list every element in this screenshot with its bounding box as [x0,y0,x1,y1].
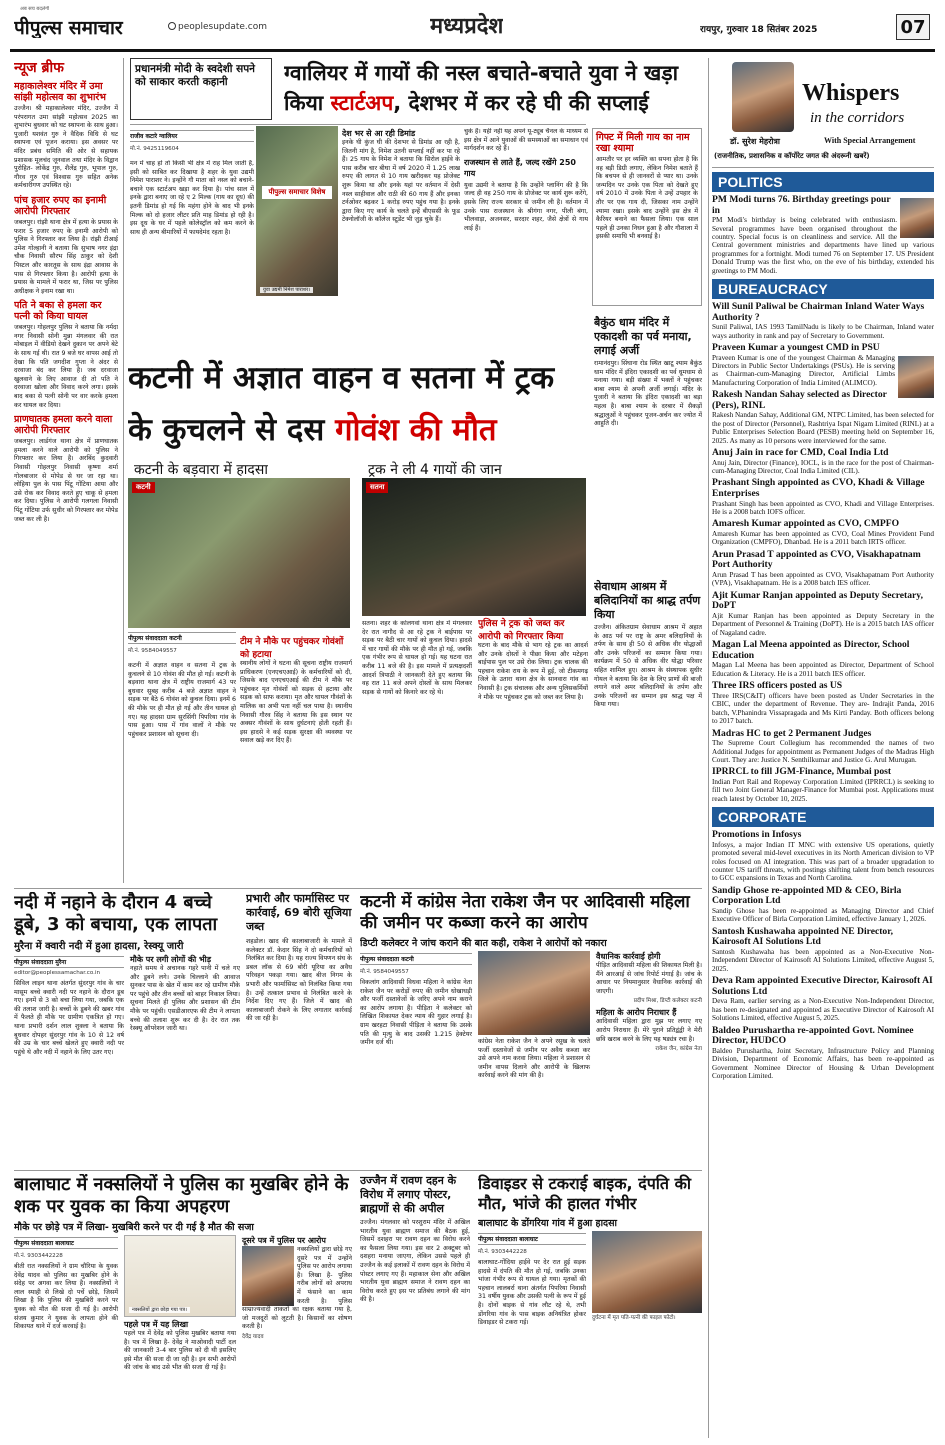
whisper-item[interactable] [712,886,934,924]
whisper-headline: Three IRS officers posted as US [712,680,843,692]
subhead: दूसरे पत्र में पुलिस पर आरोप [242,1236,326,1245]
whisper-body: Arun Prasad T has been appointed as CVO, Visakhapatnam Port Authority (VPA), Visakhapatnam. He is a 2008 batch IES officer. [712,571,934,588]
whisper-headline: Amaresh Kumar appointed as CVO, CMPFO [712,518,900,530]
body-text: नहाते समय वे अचानक गहरे पानी में चले गए और डूबने लगे। उनके चिल्लाने की आवाज सुनकर पास के खेत में काम कर रहे ग्रामीण मौके पर पहुंचे और तीन बच्चों को बाहर निकाल लिया। सूचना मिलते ही पुलिस और प्रशासन की टीम मौके पर पहुंची। एसडीआरएफ की टीम ने लापता बच्चे की तलाश शुरू कर दी है। देर रात तक रेस्क्यू ऑपरेशन जारी था। [130,965,240,1033]
whisper-body: Amaresh Kumar has been appointed as CVO, Coal Mines Provident Fund Organization (CMPFO), Dhanbad. He is a 2011 batch IRTS officer. [712,530,934,547]
whisper-item[interactable] [712,195,934,275]
byline: पीपुल्स संवाददाता कटनी [360,953,472,965]
naxal-story[interactable] [14,1174,352,1436]
story-subhead: मुरैना में क्वारी नदी में हुआ हादसा, रेस्क्यू जारी [14,941,184,952]
whisper-body: PM Modi's birthday is being celebrated with enthusiasm. Several programmes have been organised throughout the country. Special focus is on cleanliness and service. All the Central government ministries and departments have lined up various programmes for a fortnight. Modi turned 76 on September 17. US President Donald Trump was the first who, on the eve of his birthday, extended his greetings to PM Modi. [712,216,934,275]
whisper-item[interactable] [712,519,934,546]
story-headline: कटनी में कांग्रेस नेता राकेश जैन पर आदिवासी महिला की जमीन पर कब्जा करने का आरोप [360,892,690,933]
pharmacist-story[interactable] [246,892,352,1168]
author-photo [732,62,794,132]
section-title: मध्यप्रदेश [430,14,504,39]
brief-body: जबलपुर। रांझी थाना क्षेत्र में हत्या के प्रयास के फरार 5 हजार रुपए के इनामी आरोपी को पुलिस ने गिरफ्तार कर लिया है। रांझी टीआई उमेश गोल्हानी ने बताया कि सुभाष नगर इंद्रा चौक निवासी सौरभ सिंह ठाकुर को देशी पिस्टल और कारतूस के साथ इंद्रा आवास के पास से गिरफ्तार किया है। आरोपी हत्या के प्रयास के मामले में फरार था, जिस पर पुलिस अधीक्षक ने इनाम रखा था। [14,218,118,295]
brief-title: प्राणघातक हमला करने वाला आरोपी गिरफ्तार [14,414,113,437]
whispers-subtitle: in the corridors [810,110,905,126]
category-bar: CORPORATE [712,807,934,827]
category-bar: POLITICS [712,172,934,192]
whisper-item[interactable] [712,681,934,725]
katni-left-sub: कटनी के बड़वारा में हादसा [134,462,268,478]
headline-red: स्टार्टअप [330,91,394,115]
body-text: स्थानीय लोगों ने घटना की सूचना राष्ट्रीय राजमार्ग प्राधिकरण (एनएचएआई) के कर्मचारियों को दी, जिसके बाद एनएचएआई की टीम ने मौके पर पहुंचकर मृत गोवंशों को सड़क से हटाया और सड़क को साफ कराया। मृत और घायल गौवंशों के मालिक का अभी पता नहीं चल पाया है। स्थानीय निवासी गौरव सिंह ने बताया कि इस स्थान पर अक्सर गौवंशों के साथ दुर्घटनाएं होती रहती हैं। इस हादसे ने कई सड़क सुरक्षा की व्यवस्था पर सवाल खड़े कर दिए हैं। [240,660,352,745]
byline: पीपुल्स संवाददाता कटनी [128,632,236,644]
naxal-letter-photo [124,1235,236,1317]
mobile-number: मो.नं. 9425119604 [130,146,179,152]
katni-headline[interactable] [128,352,584,472]
quote-author: प्रदीप मिश्रा, डिप्टी कलेक्टर कटनी [633,998,702,1005]
whisper-item[interactable] [712,927,934,973]
whispers-title: Whispers [802,80,900,106]
gwalior-kicker [130,58,272,120]
whisper-body: Three IRS(C&IT) officers have been posted as Under Secretaries in the CBIC, under the department of Revenue. They are- Indrajit Panda, 2016 batch, V.Phanindra Vissapragada and Ms Kirti Panday. Both officers belong to 2017 batch. [712,691,934,726]
rakesh-story[interactable] [360,892,702,1168]
whisper-body: Baldeo Purushartha, Joint Secretary, Infrastructure Policy and Planning Division, Department of Economic Affairs, has been re-appointed as Government Nominee Director of Housing & Urban Development Corporation Limited. [712,1046,934,1080]
brief-item[interactable] [14,81,118,191]
arrangement-note: With Special Arrangement [824,136,916,145]
story-body: रामानंदपुर। सिंघाना रोड स्थित खाटू श्याम बैकुंठ धाम मंदिर में इंदिरा एकादशी का पर्व धूमधाम से मनाया गया। बड़ी संख्या में भक्तों ने पहुंचकर बाबा श्याम से अपनी अर्जी लगाई। मंदिर के पुजारी ने बताया कि इंदिरा एकादशी का बड़ा महत्व है। बाबा श्याम के दरबार में सैकड़ों श्रद्धालुओं ने पहुंचकर पूजन-अर्चन कर ज्योत में आहुति दी। [594,360,702,428]
whisper-headline: Praveen Kumar a youngest CMD in PSU [712,342,880,354]
brief-title: पति ने बका से हमला कर पत्नी को किया घायल [14,300,102,323]
satna-arrest [478,616,588,852]
body-text: सिविल लाइन थाना अंतर्गत सुंदरपुर गांव के चार मासूम बच्चे क्वारी नदी पर नहाने के दौरान डूब गए। इनमें से 3 को बचा लिया गया, जबकि एक की तलाश जारी है। बच्चों के डूबने की खबर गांव में फैलते ही मौके पर ग्रामीण एकत्रित हो गए। थाना प्रभारी दर्शन लाल शुक्ला ने बताया कि बुधवार दोपहर सुंदरपुर गांव के 10 से 12 वर्ष की उम्र के चार बच्चे खेलते हुए क्वारी नदी पर पहुंचे थे और नदी में नहाने के लिए उतर गए। [14,980,124,1056]
headline-red: गोवंश की मौत [335,412,497,448]
brief-body: जबलपुर। गोहलपुर पुलिस ने बताया कि नर्मदा नगर निवासी सोनी मुन्ना मंगलवार की रात मोबाइल में वीडियो देखने दुकान पर अपने बेटे के साथ गई थी। रात 9 बजे घर वापस आई तो देखा कि पति जगदीश गुप्ता ने अंदर से दरवाजा बंद कर लिया है। जब दरवाजा खुलवाने के लिए आवाज दी तो पति ने दरवाजा खोला और विवाद करने लगा। इसके बाद बका से पत्नी सोनी पर वार करके हमला कर घायल कर दिया। [14,324,118,409]
body-text: बालाघाट-गोंदिया हाईवे पर देर रात हुई सड़क हादसे में दंपति की मौत हो गई, जबकि उनका भांजा गंभीर रूप से घायल हो गया। मृतकों की पहचान लालबर्रा थाना अंतर्गत पिपरिया निवासी 31 वर्षीय युवक और उसकी पत्नी के रूप में हुई है। दोनों बाइक से गांव लौट रहे थे, तभी डोंगरिया गांव के पास बाइक अनियंत्रित होकर डिवाइडर से टकरा गई। [478,1259,586,1327]
whisper-headline: Rakesh Nandan Sahay selected as Director (Pers), RINL [712,389,887,411]
body-text: विकलांग आदिवासी विधवा महिला ने कांग्रेस नेता राकेश जैन पर करोड़ों रुपए की जमीन धोखाधड़ी और फर्जी दस्तावेजों के जरिए अपने नाम कराने का आरोप लगाया है। पीड़िता ने कलेक्टर को लिखित शिकायत देकर न्याय की गुहार लगाई है। ग्राम खरहटा निवासी पीड़िता ने बताया कि उसके पति की मृत्यु के बाद उसकी 1.215 हेक्टेयर जमीन दर्ज थी। [360,979,472,1047]
body-text: पहले पत्र में देवेंद्र को पुलिस मुखबिर बताया गया है। पत्र में लिखा है- देवेंद्र ने माओवादी पार्टी दल की जानकारी 3-4 बार पुलिस को दी थी इसलिए इसे मौत की सजा दी जा रही है। इन सभी आरोपों की जांच के बाद उसे भीत की सजा दी गई है। [124,1330,236,1372]
body-text: कटनी में अज्ञात वाहन व सतना में ट्रक के कुचलने से 10 गोवंश की मौत हो गई। कटनी के बड़वारा थाना क्षेत्र में राष्ट्रीय राजमार्ग 43 पर बुधवार सुबह करीब 4 बजे अज्ञात वाहन ने सड़क पर बैठे 6 गोवंश को कुचल दिया। इनमें 6 की मौके पर ही मौत हो गई और तीन घायल हो गए। यह हादसा ग्राम सुरसिंगी पिपरिया गांव के पास हुआ। पास में गांव वालों ने मौके पर पहुंचकर प्रशासन को सूचना दी। [128,662,236,738]
whisper-headline: Sandip Ghose re-appointed MD & CEO, Birla Corporation Ltd [712,884,902,907]
body-text: शहडोल। खाद की कालाबाजारी के मामले में कलेक्टर डॉ. केदार सिंह ने दो कर्मचारियों को निलंबित कर दिया है। यह राज्य विपणन संघ के डबल लॉक से 69 बोरी यूरिया का अवैध परिवहन पकड़ा गया। खाद बीज निगम के प्रभारी और फार्मासिस्ट को निलंबित किया गया है। उन्हें तत्काल प्रभाव से निलंबित करने के निर्देश दिए गए हैं। जिले में खाद की कालाबाजारी रोकने के लिए लगातार कार्रवाई की जा रही है। [246,938,352,1023]
whisper-body: Ajit Kumar Ranjan has been appointed as Deputy Secretary in the Department of Personnel & Training (DoPT). He is a 2015 batch IAS officer of Nagaland cadre. [712,612,934,637]
bureaucracy-section [712,279,934,803]
whisper-headline: Prashant Singh appointed as CVO, Khadi & Village Enterprises [712,477,925,500]
whisper-item[interactable] [712,976,934,1022]
whisper-body: The Supreme Court Collegium has recommended the names of two Additional Judges for appointment as Permanent Judges of the Madras High Court. They are: Justice N. Senthilkumar and Justice G. Arul Murugan. [712,739,934,764]
corporate-section [712,807,934,1080]
whisper-headline: Will Sunil Paliwal be Chairman Inland Water Ways Authority ? [712,301,925,323]
mobile-number: मो.नं. 9303442228 [14,1253,63,1259]
story-subhead: मौके पर छोड़े पत्र में लिखा- मुखबिरी करने पर दी गई है मौत की सजा [14,1222,254,1233]
brief-item[interactable] [14,195,118,296]
whisper-body: Rakesh Nandan Sahay, Additional GM, NTPC Limited, has been selected for the post of Director (Personnel), Rashtriya Ispat Nigam Limited (RINL) at a Public Enterprises Selection Board (PESB) meeting held on September 16, 2025. As many as 10 persons were interviewed for the same. [712,411,934,445]
whisper-body: Indian Port Rail and Ropeway Corporation Limited (IPRRCL) is seeking to fill two Joint General Manager-Finance for Mumbai post. Applications must reach latest by October 10, 2025. [712,777,934,803]
whisper-body: Magan Lal Meena has been appointed as Director, Department of School Education & Literacy. He is a 2011 batch IES officer. [712,661,934,678]
gwalior-photo [256,126,338,296]
whispers-banner [712,58,934,168]
body-text: युवा उद्यमी ने बताया है कि उन्होंने प्लानिंग की है कि जल्द ही वह 250 गाय के प्रोजेक्ट पर कार्य शुरू करेंगे, इसके लिए राज्य सरकार से जमीन ली है। वर्तमान में उनके पास राजस्थान के श्रीगंगा नगर, पीली बंगा, भीलवाड़ा, अजनसर, सरदार शहर, जैसे क्षेत्रों से गाय लाई हैं। [464,181,588,232]
whisper-headline: PM Modi turns 76. Birthday greetings pour in [712,194,891,216]
url-link[interactable] [168,22,267,32]
body-text: नक्सलियों द्वारा छोड़े गए दूसरे पत्र में उन्होंने पुलिस पर आरोप लगाया है। लिखा है- पुलिस गरीब लोगों को अपराध में फंसाने का काम करती है। पुलिस साम्राज्यवादी ताकतों का रक्षक बताया गया है, जो मजदूरों को लूटती है। किसानों का शोषण करती है। [242,1246,352,1331]
modi-photo [900,198,934,238]
headline-part: कटनी में अज्ञात वाहन व सतना में ट्रक के कुचलने से दस [128,360,555,448]
whisper-body: Santosh Kushawaha has been appointed as a Non-Executive Non-Independent Director of Kairosoft AI Solutions Limited, effective August 5, 2025. [712,947,934,973]
gwalior-col3 [464,128,588,303]
subhead: देश भर से आ रही डिमांड [342,129,416,138]
globe-icon [168,22,176,30]
brief-item[interactable] [14,414,118,524]
whisper-headline: Promotions in Infosys [712,829,802,841]
byline: पीपुल्स संवाददाता बालाघाट [478,1233,586,1245]
photo-caption: दुर्घटना में मृत पति-पत्नी की फाइल फोटो। [592,1315,676,1321]
body-text: उज्जैन। मंगलवार को परशुराम मंदिर में अखिल भारतीय युवा ब्राह्मण समाज की बैठक हुई, जिसमें दशहरा पर रावण दहन का विरोध करने का फैसला लिया गया। इस वार 2 अक्टूबर को दशहरा मनाया जाएगा, लेकिन उससे पहले ही उज्जैन के कई इलाकों में रावण दहन के विरोध में पोस्टर लगाए गए हैं। महाकाल सेना और अखिल भारतीय युवा ब्राह्मण समाज ने रावण दहन का विरोध करते हुए इस पर प्रतिबंध लगाने की मांग की है। [360,1219,470,1304]
story-headline: नदी में नहाने के दौरान 4 बच्चे डूबे, 3 को बचाया, एक लापता [14,892,218,935]
body-text: चुके हैं। यही नहीं यह अपने यू-ट्यूब चैनल के माध्यम से इस क्षेत्र में आने युवाओं की समस्याओं का समाधान एवं मार्गदर्शन कर रहे हैं। [464,128,588,153]
body-text: घटना के बाद मौके से भाग रहे ट्रक का आदर्श और उनके दोस्तों ने पीछा किया और मटेहना बाईपास पुल पर उसे रोक लिया। ट्रक चालक की पहचान राकेश राय के रूप में हुई, जो टीकमगढ़ जिले के उतारा थाना क्षेत्र के सानवारा गांव का निवासी है। ट्रक संचालक और अन्य पुलिसकर्मियों ने मौके पर पहुंचकर ट्रक को जब्त कर लिया है। [478,642,588,701]
whisper-item[interactable] [712,390,934,445]
section-rule [14,888,702,889]
mobile-number: मो.नं. 9584049557 [128,648,177,654]
story-headline: बालाघाट में नक्सलियों ने पुलिस का मुखबिर होने के शक पर युवक का किया अपहरण [14,1174,349,1217]
photo-tag: कटनी [132,482,155,493]
box-body: आमतौर पर हर व्यक्ति का सपना होता है कि वह बड़ी डिग्री लगाए, लेकिन निमेश बताते हैं कि बचपन से ही जानवरों से प्यार था। उनके जन्मदिन पर उनके एक पिता को देखते हुए वर्ष 2010 में उनके पिता ने उन्हें उपहार के तौर पर एक गाय दी, जिसका नाम उन्होंने श्यामा रखा। इसके बाद उन्होंने इस क्षेत्र में कैरियर बनाने का फैसला लिया। एक साल पहले ही उनका निधन हुआ है और गौशाला में इसकी समाधि भी बनवाई है। [596,156,698,241]
whisper-body: Praveen Kumar is one of the youngest Chairman & Managing Directors in Public Sector Undertakings (PSUs). He is serving as Chairman-cum-Managing Director, Artificial Limbs Manufacturing Corporation of India Limited (ALIMCO). [712,353,895,387]
whisper-headline: Baldeo Purushartha re-appointed Govt. Nominee Director, HUDCO [712,1024,914,1047]
photo-caption: युवा उद्यमी निमेश पाराशर। [260,287,313,293]
katni-left-body [128,630,236,850]
whisper-body: Sunil Paliwal, IAS 1993 TamilNadu is likely to be Chairman, Inland water ways authority in rank and pay of Secretary to Government. [712,323,934,340]
subhead: महिला के आरोप निराधार हैं [596,1008,677,1018]
masthead [0,0,945,48]
column-rule [123,58,124,883]
gwalior-headline[interactable] [284,58,704,122]
whisper-item[interactable] [712,640,934,678]
whisper-item[interactable] [712,478,934,516]
author-name: डॉ. सुरेश मेहरोत्रा [730,137,780,146]
news-brief [14,58,118,883]
headline-part: , देशभर में कर रहे घी की सप्लाई [393,91,649,115]
whisper-headline: Deva Ram appointed Executive Director, Kairosoft AI Solutions Ltd [712,975,933,997]
politics-section [712,172,934,275]
katni-right-sub: ट्रक ने ली 4 गायों की जान [368,462,502,478]
whisper-item[interactable] [712,591,934,637]
byline: पीपुल्स संवाददाता बालाघाट [14,1237,118,1249]
category-bar: BUREAUCRACY [712,279,934,299]
column-rule [708,58,709,1438]
story-headline: प्रभारी और फार्मासिस्ट पर कार्रवाई, 69 बोरी सूजिया जब्त [246,892,352,933]
whisper-body: Sandip Ghose has been re-appointed as Managing Director and Chief Executive Officer of Birla Corporation Limited, effective January 1, 2026. [712,906,934,924]
special-badge: पीपुल्स समाचार विशेष [262,186,332,199]
subhead: टीम ने मौके पर पहुंचकर गोवंशों को हटाया [240,637,344,660]
logo-text: पीपुल्स समाचार [14,17,123,38]
story-title: सेवाधाम आश्रम में बलिदानियों का श्राद्ध तर्पण किया [594,580,701,621]
whisper-item[interactable] [712,448,934,475]
story-title: बैकुंठ धाम मंदिर में एकादशी का पर्व मनाया, लगाई अर्जी [594,316,692,357]
divider-story[interactable] [478,1174,704,1436]
page-number: 07 [896,14,930,40]
devendra-photo [242,1246,294,1306]
whisper-body: Prashant Singh has been appointed as CVO, Khadi and Village Enterprises. He is a 2008 batch IOFS officer. [712,499,934,517]
story-headline: उज्जैन में रावण दहन के विरोध में लगाए पोस्टर, ब्राह्मणों से की अपील [360,1174,457,1215]
body-text: कांग्रेस नेता राकेश जैन ने अपने रसूख के चलते फर्जी दस्तावेजों से जमीन पर अवैध कब्जा कर उसे अपने नाम करवा लिया। महिला ने प्रशासन से जमीन वापस दिलाने और आरोपी के खिलाफ कार्रवाई करने की मांग की है। [478,1038,590,1080]
story-headline: डिवाइडर से टकराई बाइक, दंपति की मौत, भांजे की हालत गंभीर [478,1174,692,1213]
whisper-body: Anuj Jain, Director (Finance), IOCL, is in the race for the post of Chairman-cum-Managing Director, Coal India Limited (CIL). [712,458,934,476]
whispers-column [712,58,934,1438]
whisper-headline: Ajit Kumar Ranjan appointed as Deputy Secretary, DoPT [712,589,923,612]
rakesh-photo [478,951,590,1035]
baikunth-story[interactable] [594,312,702,572]
satna-photo [362,478,586,616]
email: editor@peoplessamachar.co.in [14,970,101,976]
body-text: इनके घी कुंज घी की देशभर से डिमांड आ रही है, जितनी मांग है, निमेश उतनी सप्लाई नहीं कर पा रहे हैं। 25 गाय के निमेश ने बताया कि सिरोल हाईवे के पास करीब चार बीघा में वर्ष 2020 में 1.25 लाख रुपए की लागत से 10 गाय खरीदकर यह प्रोजेक्ट शुरू किया था और इनके यहां पर वर्तमान में देसी नस्ल साहीवाल और राठी की 60 गाय हैं और इनका टर्नओवर बढ़कर 1 करोड़ रुपए पहुंच गया है। इनके द्वारा किए गए कार्य के चलते इन्हें बीएससी के फूड टेक्नोलॉजी के कॉलेज स्टूडेंट भी जुड़ चुके हैं। [342,139,460,224]
whisper-item[interactable] [712,302,934,340]
brief-title: महाकालेश्वर मंदिर में उमा सांझी महोत्सव का शुभारंभ [14,81,106,103]
whisper-item[interactable] [712,830,934,883]
brief-title: पांच हजार रुपए का इनामी आरोपी गिरफ्तार [14,194,107,217]
body-text: बीती रात नक्सलियों ने ग्राम चौरिया के युवक देवेंद्र यादव को पुलिस का मुखबिर होने के संदेह पर अगवा कर लिया है। नक्सलियों ने लाल स्याही से लिखे दो पर्चे छोड़े, जिसमें लिखा है कि पुलिस की मुखबिरी करने पर युवक को मौत की सजा दी गई है। आरोपी संजय कुमार ने युवक के लापता होने की शिकायत थाने में दर्ज करवाई है। [14,1263,118,1331]
byline: राजीव कटारे ग्वालियर [130,130,254,142]
praveen-photo [898,356,934,398]
story-body: उज्जैन। अंकितग्राम सेवाधाम आश्रम में अहात के आठ पर्व पर राष्ट्र के अमर बलिदानियों के तर्पण के साथ ही 50 से अधिक वीर योद्धाओं और उनके परिजनों का सम्मान किया गया। कार्यक्रम में 50 से अधिक वीर योद्धा परिवार सहित शामिल हुए। आश्रम के संस्थापक सुधीर गोयल ने बताया कि देश के लिए प्राणों की बाजी लगाने वाले अमर बलिदानियों के तर्पण और उनके परिजनों का सम्मान इस श्राद्ध पक्ष में किया गया। [594,624,702,709]
subhead: पुलिस ने ट्रक को जब्त कर आरोपी को गिरफ्तार किया [478,619,565,642]
whisper-headline: Arun Prasad T appointed as CVO, Visakhapatnam Port Authority [712,548,921,571]
whispers-tagline: (राजनीतिक, प्रशासनिक व कॉर्पोरेट जगत की अंदरूनी खबरें) [714,152,870,160]
box-title: गिफ्ट में मिली गाय का नाम रखा श्यामा [596,132,690,154]
gwalior-col2 [342,128,460,303]
whisper-item[interactable] [712,767,934,803]
satna-body: सतना। शहर के कोलगवां थाना क्षेत्र में मंगलवार देर रात नागौद से आ रहे ट्रक ने बाईपास पर सड़क पर बैठी चार गायों को कुचल दिया। हादसे में चार गायों की मौके पर ही मौत हो गई, जबकि एक गंभीर रूप से घायल हो गई। यह घटना रात करीब 11 बजे की है। इस मामले में प्रत्यक्षदर्शी आदर्श त्रिपाठी ने जानकारी देते हुए बताया कि वह रात 11 बजे अपने दोस्तों के साथ मिलकर सड़क से गायों को किनारे कर रहे थे। [362,620,472,696]
whisper-headline: Santosh Kushawaha appointed NE Director, Kairosoft AI Solutions Ltd [712,925,893,948]
brief-item[interactable] [14,300,118,410]
whisper-item[interactable] [712,1026,934,1081]
gift-box [592,128,702,306]
katni-mid-body [240,634,352,854]
section-rule [14,1170,702,1171]
subhead: राजस्थान से लाते हैं, जल्द रखेंगे 250 गाय [464,157,576,178]
story-subhead: डिप्टी कलेक्टर ने जांच कराने की बात कही, राकेश ने आरोपों को नकारा [360,938,607,949]
sevadham-story[interactable] [594,576,702,856]
ujjain-story[interactable] [360,1174,470,1436]
whisper-body: Deva Ram, earlier serving as a Non-Executive Non-Independent Director, has been re-designated and appointed as Executive Director of Kairosoft AI Solutions Limited, effective August 5, 2025. [712,997,934,1023]
whisper-headline: IPRRCL to fill JGM-Finance, Mumbai post [712,766,892,778]
photo-caption: देवेंद्र यादव [242,1333,264,1340]
katni-photo [128,478,350,628]
whisper-item[interactable] [712,343,934,387]
headline-part: ग्वालियर में गायों की नस्ल बचाते-बचाते युवा ने खड़ा किया [284,61,679,115]
whisper-item[interactable] [712,729,934,765]
gwalior-byline [130,128,254,152]
quote: आदिवासी महिला द्वारा मुझ पर लगाए गए आरोप निराधार हैं। मेरे पुराने प्रतिद्वंद्वी ने मेरी छवि खराब करने के लिए यह षड्यंत्र रचा है। [596,1018,702,1043]
couple-photo [592,1231,702,1313]
whisper-body: Infosys, a major Indian IT MNC with extensive US operations, quietly promoted several mid-level executives in its North American division to VP roles focused on AI integration. This was part of a broader upgradation to counter US tariff threats, with postings shifting talent from bench resources to GCC expansions in Texas and North Carolina. [712,840,934,883]
mobile-number: मो.नं. 9303442228 [478,1249,527,1255]
whisper-item[interactable] [712,550,934,588]
whisper-headline: Madras HC to get 2 Permanent Judges [712,727,872,739]
story-subhead: बालाघाट के डोंगरिया गांव में हुआ हादसा [478,1218,617,1229]
news-brief-label: न्यूज ब्रीफ [14,60,64,76]
mobile-number: मो.नं. 9584049557 [360,969,409,975]
subhead: पहले पत्र में यह लिखा [124,1320,189,1329]
kicker-text: प्रधानमंत्री मोदी के स्वदेशी सपने को साकार करती कहानी [135,63,255,88]
section-rule [130,124,586,125]
logo-tagline: अब सच बदलेगी [20,6,50,12]
header-rule [10,49,935,52]
gwalior-col1: मन में चाह हो तो किसी भी क्षेत्र में राह मिल जाती है, इसी को साबित कर दिखाया है शहर के युवा उद्यमी निमेश पाराशर ने। इन्होंने गौ माता को नस्ल को बचाने-बचाने एक स्टार्टअप खड़ा कर दिया है। पांच साल में इनके द्वारा बनाए जा रहे ए 2 मिल्क (गाय का दूध) की इतनी डिमांड हो गई कि महंगा होने के बाद भी इनके मिल्क को दो हजार लीटर प्रति माह डिमांड हो रही है। इस दूध के घर में पहले कोलेस्ट्रॉल को कम करने के साथ ही अन्य बीमारियों में फायदेमंद रहता है। [130,160,254,236]
quote: पीड़ित आदिवासी महिला की शिकायत मिली है। मैंने आरआई से जांच रिपोर्ट मंगाई है। जांच के आधार पर नियमानुसार वैधानिक कार्रवाई की जाएगी। [596,962,702,995]
morena-story[interactable] [14,892,240,1168]
masthead-logo[interactable] [14,14,164,38]
subhead: वैधानिक कार्रवाई होगी [596,952,661,961]
byline: पीपुल्स संवाददाता मुरैना [14,956,124,968]
brief-body: जबलपुर। लार्डगंज थाना क्षेत्र में प्राणघातक हमला करने वाले आरोपी को पुलिस ने गिरफ्तार कर लिया है। अरबिंद कुदवारी निवासी गोहलपुर निवासी कृष्णा शर्मा गोलबाजार से मोपेड से घर जा रहा था। लोहिया पुल के पास पिंटू गोंटिया आया और उसे रोक कर विवाद करते हुए चाकू से हमला कर दिया। पुलिस ने आरोपी गलगला निवासी पिंटू गोंटिया उर्फ सुधीर को गिरफ्तार कर मोपेड जब्त कर ली है। [14,438,118,523]
url-text: peoplesupdate.com [178,22,267,32]
photo-tag: सतना [366,482,388,493]
dateline: रायपुर, गुरुवार 18 सितंबर 2025 [700,25,818,35]
quote-author: राकेश जैन, कांग्रेस नेता [655,1046,702,1053]
whisper-headline: Anuj Jain in race for CMD, Coal India Ltd [712,447,889,459]
brief-body: उज्जैन। श्री महाकालेश्वर मंदिर, उज्जैन में परंपरागत उमा सांझी महोत्सव 2025 का शुभारंभ बुधवार को घट स्थापना के साथ हुआ। पुजारी यशवंत गुरु ने वैदिक विधि से घट स्थापना एवं पूजन कराया। इस अवसर पर मंदिर प्रबंध समिति की ओर से सहायक प्रशासक मूलचंद जूनवाल तथा मंदिर के विद्वान पुरोहित- लोकेंद्र गुरु, शैलेंद्र गुरु, भूपाल गुरु, गौरव गुरु एवं विश्वास गुरु सहित अनेक कर्मचारीगण उपस्थित रहे। [14,105,118,190]
subhead: मौके पर लगी लोगों की भीड़ [130,955,212,964]
whisper-headline: Magan Lal Meena appointed as Director, School Education [712,639,910,661]
photo-caption: नक्सलियों द्वारा छोड़ा गया पत्र। [129,1307,190,1313]
